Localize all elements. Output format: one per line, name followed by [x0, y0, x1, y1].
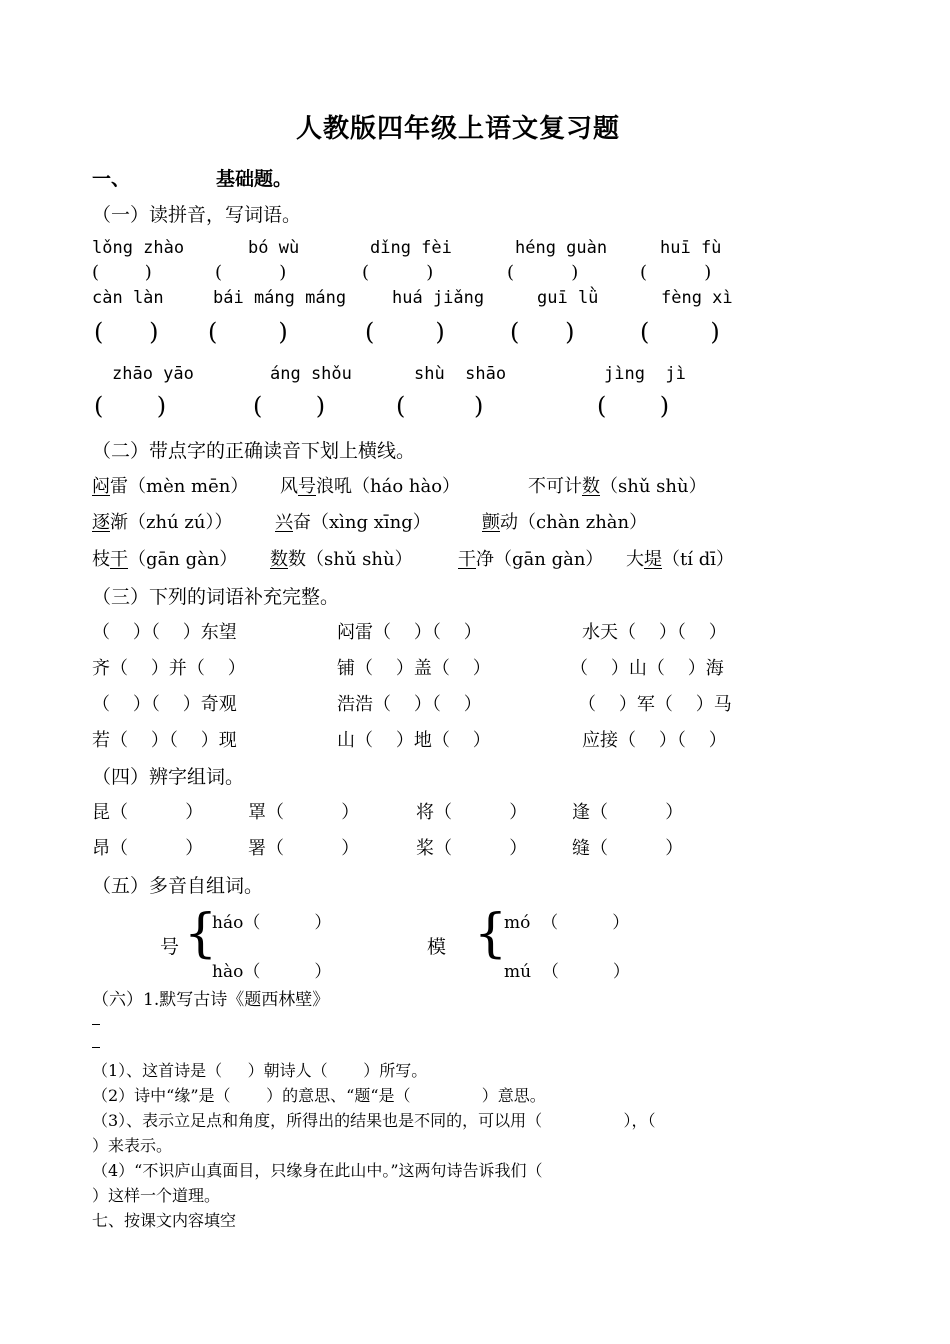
pinyin-item: càn làn: [92, 288, 164, 308]
pinyin-item: bái máng máng: [213, 288, 347, 308]
char-compound-blank[interactable]: 署（ ）: [248, 838, 360, 859]
reading-item[interactable]: 枝干（gān gàn）: [92, 549, 238, 570]
pinyin-options: （xìng xīng）: [311, 512, 431, 533]
answer-blank[interactable]: ( ): [597, 392, 670, 420]
pinyin-item: huá jiǎng: [392, 288, 485, 308]
char-compound-blank[interactable]: 罩（ ）: [248, 802, 360, 823]
reading-item[interactable]: 大堤（tí dī）: [626, 549, 734, 570]
pinyin-item: shù shāo: [414, 364, 507, 384]
reading-item[interactable]: 不可计数（shǔ shù）: [528, 476, 707, 497]
dotted-char: 干: [458, 549, 476, 570]
dotted-char: 兴: [275, 512, 293, 533]
pinyin-item: guī lǜ: [537, 288, 599, 308]
poem-line-placeholder[interactable]: [92, 1047, 100, 1048]
idiom-blank[interactable]: （ ）（ ）奇观: [92, 694, 237, 715]
reading-item[interactable]: 干净（gān gàn）: [458, 549, 604, 570]
idiom-blank[interactable]: 闷雷（ ）（ ）: [337, 622, 482, 643]
idiom-blank[interactable]: 浩浩（ ）（ ）: [337, 694, 482, 715]
pinyin-item: huī fù: [660, 238, 722, 258]
part4-heading: （四）辨字组词。: [92, 766, 245, 788]
dotted-char: 干: [110, 549, 128, 570]
pinyin-item: dǐng fèi: [370, 238, 452, 258]
char-compound-blank[interactable]: 桨（ ）: [416, 838, 528, 859]
answer-blank[interactable]: ( ): [396, 392, 484, 420]
pinyin-item: bó wù: [248, 238, 300, 258]
pinyin-item: héng guàn: [515, 238, 608, 258]
idiom-blank[interactable]: 应接（ ）（ ）: [582, 730, 727, 751]
reading-item[interactable]: 颤动（chàn zhàn）: [482, 512, 648, 533]
dotted-char: 颤: [482, 512, 500, 533]
part2-heading: （二）带点字的正确读音下划上横线。: [92, 440, 416, 462]
polyphone-char: 号: [160, 936, 180, 958]
part5-heading: （五）多音自组词。: [92, 875, 264, 897]
pinyin-item: fèng xì: [661, 288, 733, 308]
answer-blank[interactable]: ( ): [94, 392, 167, 420]
answer-blank[interactable]: ( ): [507, 262, 579, 283]
pinyin-item: jìng jì: [604, 364, 686, 384]
char-compound-blank[interactable]: 将（ ）: [416, 802, 528, 823]
pinyin-item: áng shǒu: [270, 364, 352, 384]
part6-heading: （六）1.默写古诗《题西林壁》: [92, 990, 330, 1010]
dotted-char: 号: [298, 476, 316, 497]
part1-heading: （一）读拼音，写词语。: [92, 204, 302, 226]
section-number: 一、: [92, 168, 131, 190]
reading-item[interactable]: 风号浪吼（háo hào）: [280, 476, 461, 497]
answer-blank[interactable]: ( ): [253, 392, 326, 420]
brace-icon: {: [474, 904, 508, 964]
char-compound-blank[interactable]: 缝（ ）: [572, 838, 684, 859]
idiom-blank[interactable]: （ ）山（ ）海: [570, 658, 724, 679]
answer-blank[interactable]: ( ): [215, 262, 287, 283]
reading-item[interactable]: 闷雷（mèn mēn）: [92, 476, 249, 497]
dotted-char: 数: [582, 476, 600, 497]
idiom-blank[interactable]: （ ）（ ）东望: [92, 622, 237, 643]
part3-heading: （三）下列的词语补充完整。: [92, 586, 340, 608]
reading-item[interactable]: 兴奋（xìng xīng）: [275, 512, 431, 533]
reading-item[interactable]: 数数（shǔ shù）: [270, 549, 413, 570]
section7-heading: 七、按课文内容填空: [92, 1211, 237, 1230]
question-3-cont: ）来表示。: [92, 1136, 173, 1155]
char-compound-blank[interactable]: 昂（ ）: [92, 838, 204, 859]
section-label: 基础题。: [216, 168, 293, 190]
polyphone-char: 模: [427, 936, 447, 958]
brace-icon: {: [184, 904, 218, 964]
idiom-blank[interactable]: 齐（ ）并（ ）: [92, 658, 246, 679]
question-4-cont: ）这样一个道理。: [92, 1186, 221, 1205]
page-title: 人教版四年级上语文复习题: [296, 114, 621, 144]
idiom-blank[interactable]: 山（ ）地（ ）: [337, 730, 491, 751]
question-3[interactable]: （3）、表示立足点和角度，所得出的结果也是不同的，可以用（ ），（: [92, 1111, 656, 1130]
pinyin-item: zhāo yāo: [112, 364, 194, 384]
answer-blank[interactable]: ( ): [208, 318, 288, 346]
answer-blank[interactable]: ( ): [94, 318, 159, 346]
pinyin-options: （gān gàn）: [128, 549, 238, 570]
poem-line-placeholder[interactable]: [92, 1024, 100, 1025]
pinyin-options: （shǔ shù）: [306, 549, 413, 570]
answer-blank[interactable]: ( ): [510, 318, 575, 346]
polyphone-blank[interactable]: háo（ ）: [212, 913, 332, 933]
answer-blank[interactable]: ( ): [640, 262, 712, 283]
idiom-blank[interactable]: （ ）军（ ）马: [578, 694, 732, 715]
pinyin-options: （háo hào）: [352, 476, 461, 497]
polyphone-blank[interactable]: mó （ ）: [504, 913, 630, 933]
pinyin-item: lǒng zhào: [92, 238, 185, 258]
pinyin-options: （chàn zhàn）: [518, 512, 648, 533]
answer-blank[interactable]: ( ): [365, 318, 445, 346]
pinyin-options: （mèn mēn）: [128, 476, 249, 497]
char-compound-blank[interactable]: 昆（ ）: [92, 802, 204, 823]
pinyin-options: （shǔ shù）: [600, 476, 707, 497]
dotted-char: 逐: [92, 512, 110, 533]
answer-blank[interactable]: ( ): [640, 318, 720, 346]
pinyin-options: （tí dī）: [662, 549, 734, 570]
idiom-blank[interactable]: 水天（ ）（ ）: [582, 622, 727, 643]
dotted-char: 堤: [644, 549, 662, 570]
polyphone-blank[interactable]: mú （ ）: [504, 962, 630, 982]
question-4[interactable]: （4）“不识庐山真面目，只缘身在此山中。”这两句诗告诉我们（: [92, 1161, 543, 1180]
answer-blank[interactable]: ( ): [92, 262, 152, 283]
question-2[interactable]: （2）诗中“缘”是（ ）的意思、“题“是（ ）意思。: [92, 1086, 546, 1105]
char-compound-blank[interactable]: 逢（ ）: [572, 802, 684, 823]
idiom-blank[interactable]: 铺（ ）盖（ ）: [337, 658, 491, 679]
pinyin-options: （zhú zú））: [128, 512, 233, 533]
dotted-char: 闷: [92, 476, 110, 497]
question-1[interactable]: （1）、这首诗是（ ）朝诗人（ ）所写。: [92, 1061, 428, 1080]
dotted-char: 数: [270, 549, 288, 570]
pinyin-options: （gān gàn）: [494, 549, 604, 570]
answer-blank[interactable]: ( ): [362, 262, 434, 283]
polyphone-blank[interactable]: hào（ ）: [212, 962, 332, 982]
reading-item[interactable]: 逐渐（zhú zú））: [92, 512, 233, 533]
idiom-blank[interactable]: 若（ ）（ ）现: [92, 730, 237, 751]
